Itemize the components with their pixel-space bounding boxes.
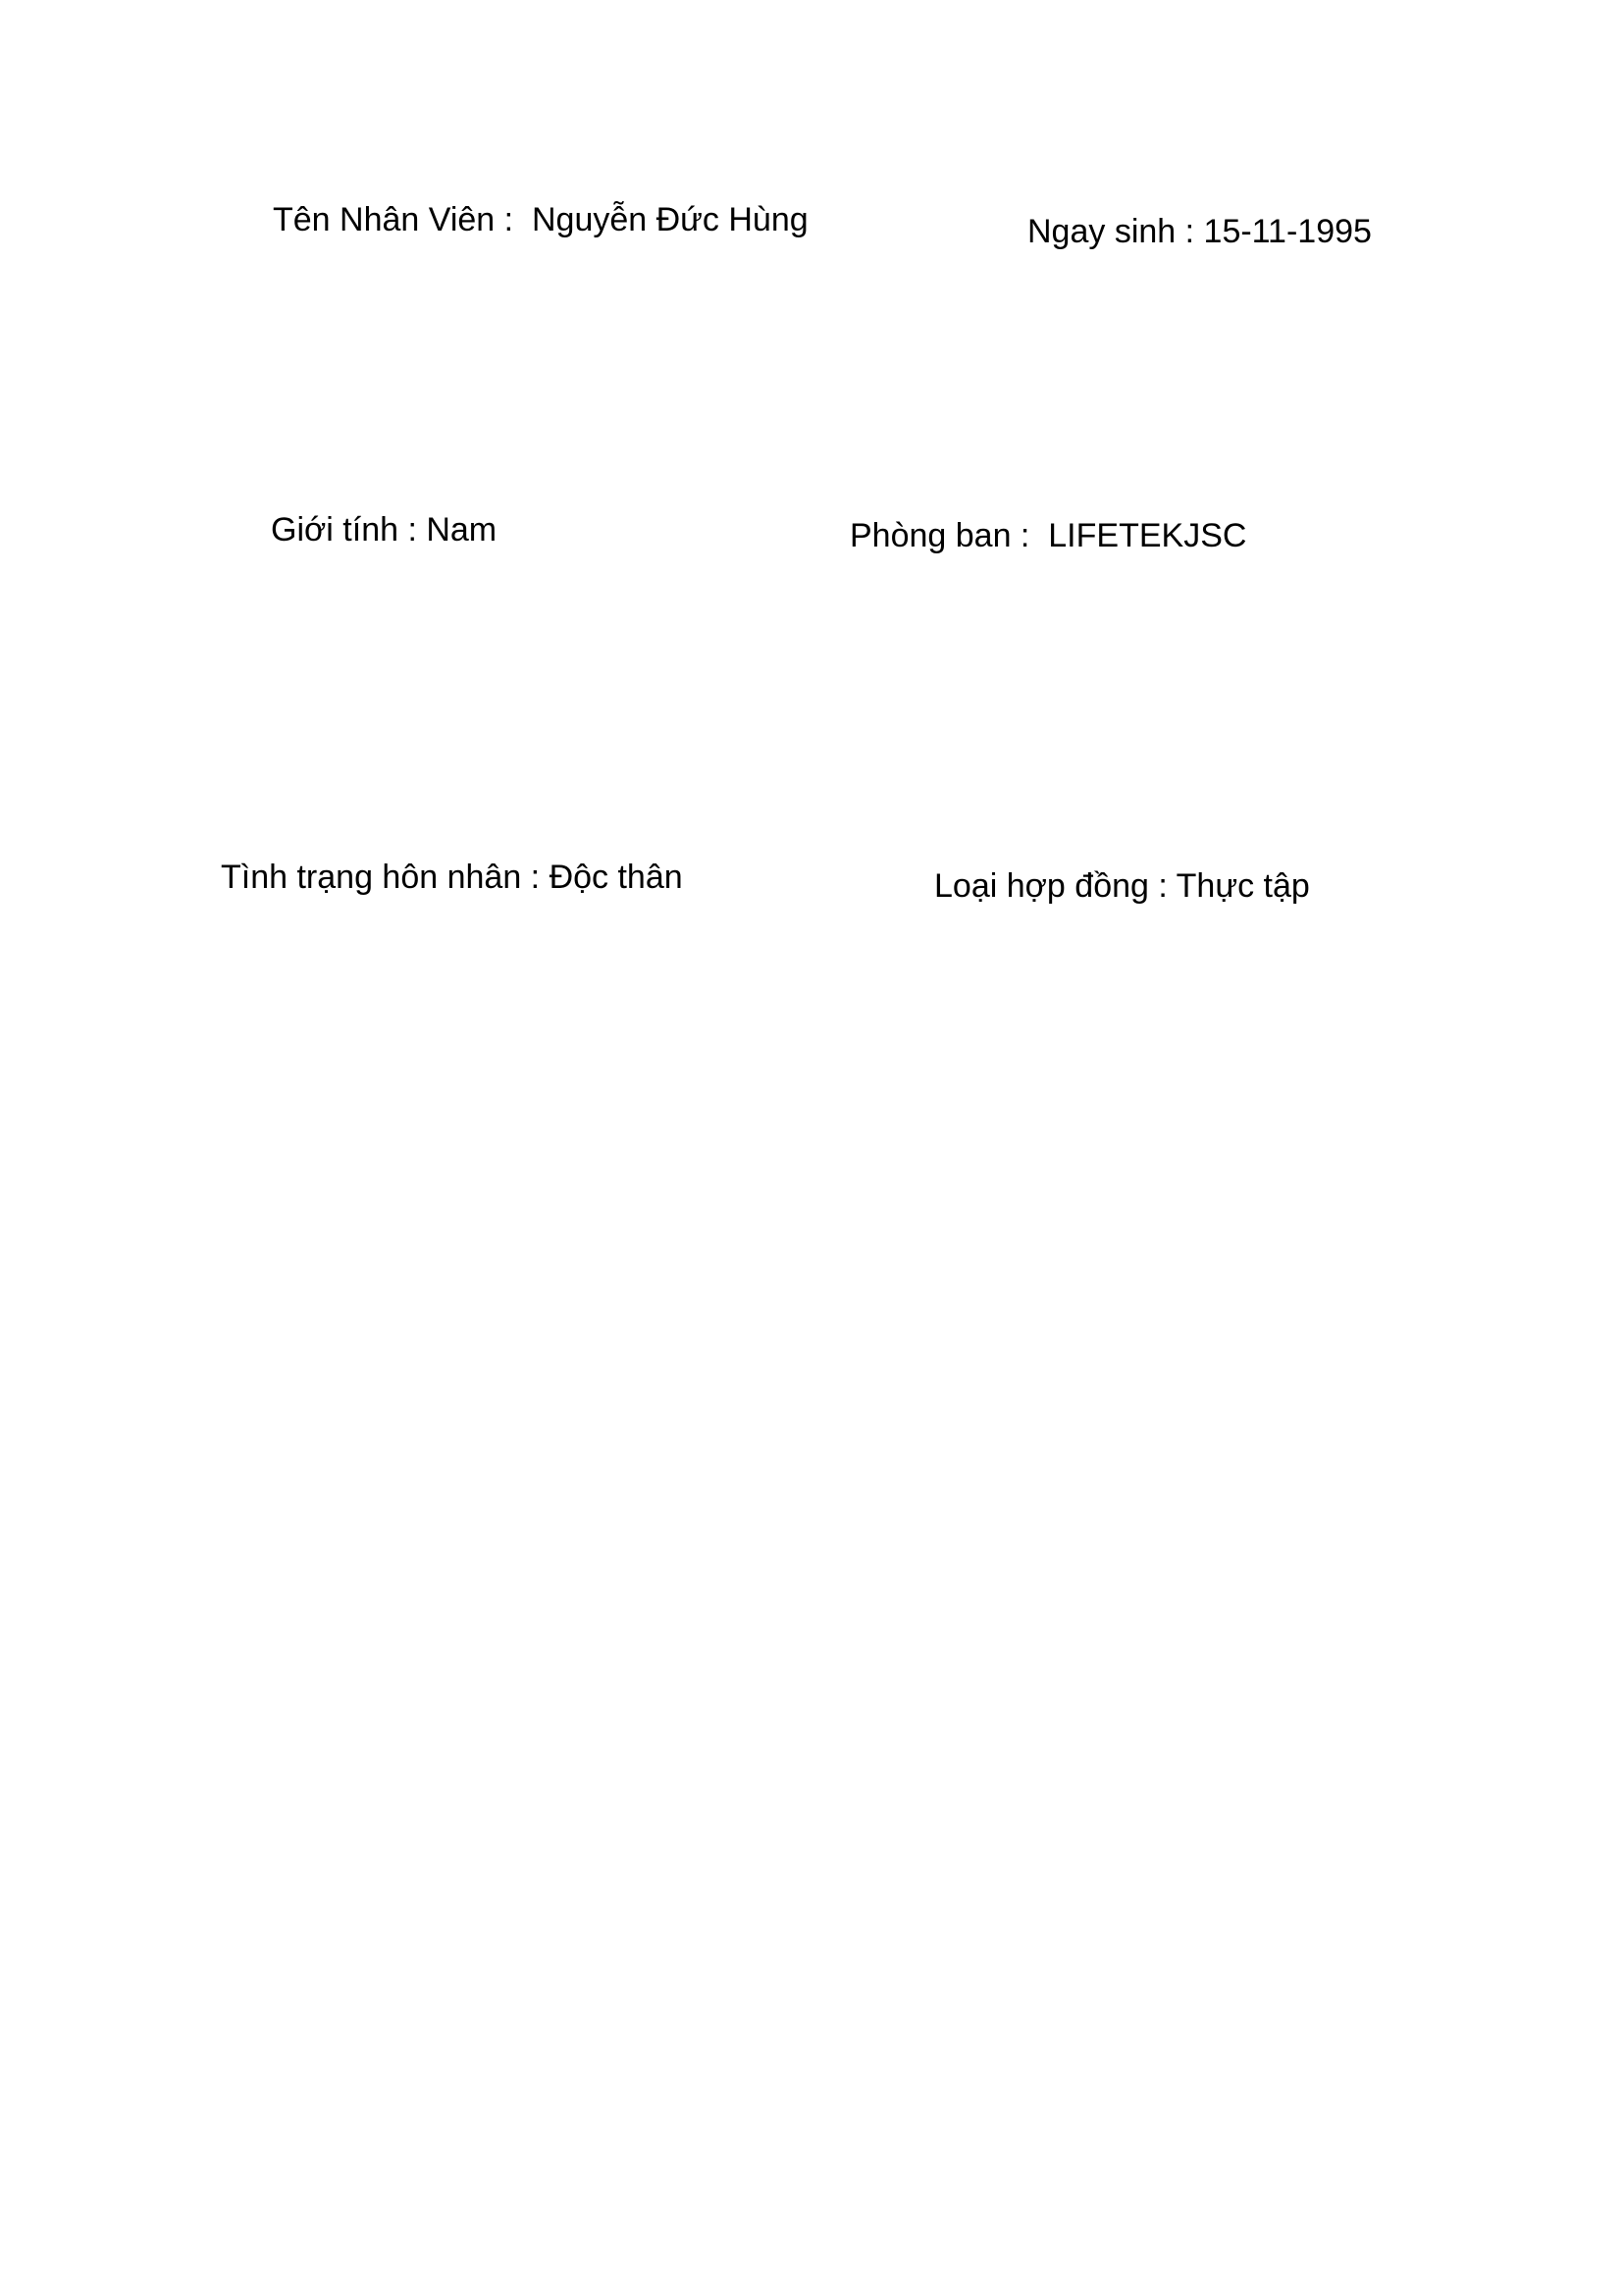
employee-name-field: Tên Nhân Viên : Nguyễn Đức Hùng	[273, 201, 809, 238]
department-field: Phòng ban : LIFETEKJSC	[850, 517, 1247, 554]
marital-status-field: Tình trạng hôn nhân : Độc thân	[221, 859, 683, 896]
date-of-birth-field: Ngay sinh : 15-11-1995	[1027, 213, 1372, 250]
gender-field: Giới tính : Nam	[271, 511, 498, 548]
contract-type-field: Loại hợp đồng : Thực tập	[934, 867, 1310, 905]
